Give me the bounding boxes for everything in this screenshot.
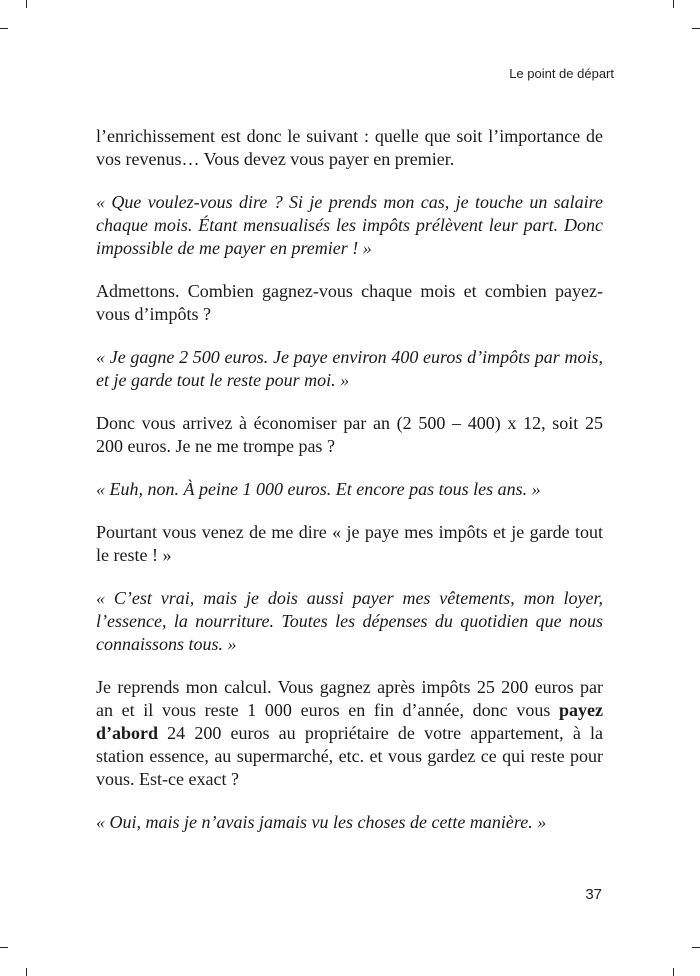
- quote-paragraph: « Que voulez-vous dire ? Si je prends mon cas, je touche un salaire chaque mois. Étant mensualisés les impôts prélèvent leur part. Donc impossible de me payer en premier ! »: [96, 192, 603, 258]
- crop-mark-top-right: [692, 28, 700, 29]
- body-text: 24 200 euros au propriétaire de votre appartement, à la station essence, au supermarché, etc. et vous gardez ce qui reste pour vous. Est-ce exact ?: [96, 723, 603, 789]
- body-paragraph: Pourtant vous venez de me dire « je paye mes impôts et je garde tout le reste ! »: [96, 522, 603, 565]
- crop-mark-top-left-v: [26, 0, 27, 8]
- body-paragraph: Donc vous arrivez à économiser par an (2 500 – 400) x 12, soit 25 200 euros. Je ne me trompe pas ?: [96, 413, 603, 456]
- crop-mark-bottom-left-v: [26, 968, 27, 976]
- page-body: [96, 125, 603, 854]
- page-number: 37: [585, 886, 602, 903]
- emphasis-text: payez d’abord: [96, 700, 603, 743]
- crop-mark-bottom-right: [692, 947, 700, 948]
- quote-paragraph: « C’est vrai, mais je dois aussi payer mes vêtements, mon loyer, l’essence, la nourriture. Toutes les dépenses du quotidien que nous connaissons tous. »: [96, 588, 603, 654]
- quote-paragraph: « Je gagne 2 500 euros. Je paye environ 400 euros d’impôts par mois, et je garde tout le reste pour moi. »: [96, 347, 603, 390]
- body-text: Je reprends mon calcul. Vous gagnez après impôts 25 200 euros par an et il vous reste 1 000 euros en fin d’année, donc vous: [96, 677, 603, 720]
- body-paragraph: [96, 676, 603, 791]
- body-paragraph: l’enrichissement est donc le suivant : quelle que soit l’importance de vos revenus… Vous devez vous payer en premier.: [96, 126, 603, 169]
- running-header: Le point de départ: [509, 66, 614, 81]
- crop-mark-bottom-left: [0, 947, 8, 948]
- body-paragraph: Admettons. Combien gagnez-vous chaque mois et combien payez-vous d’impôts ?: [96, 281, 603, 324]
- crop-mark-top-right-v: [673, 0, 674, 8]
- quote-paragraph: « Euh, non. À peine 1 000 euros. Et encore pas tous les ans. »: [96, 479, 541, 499]
- crop-mark-top-left: [0, 28, 8, 29]
- crop-mark-bottom-right-v: [673, 968, 674, 976]
- quote-paragraph: « Oui, mais je n’avais jamais vu les choses de cette manière. »: [96, 812, 547, 832]
